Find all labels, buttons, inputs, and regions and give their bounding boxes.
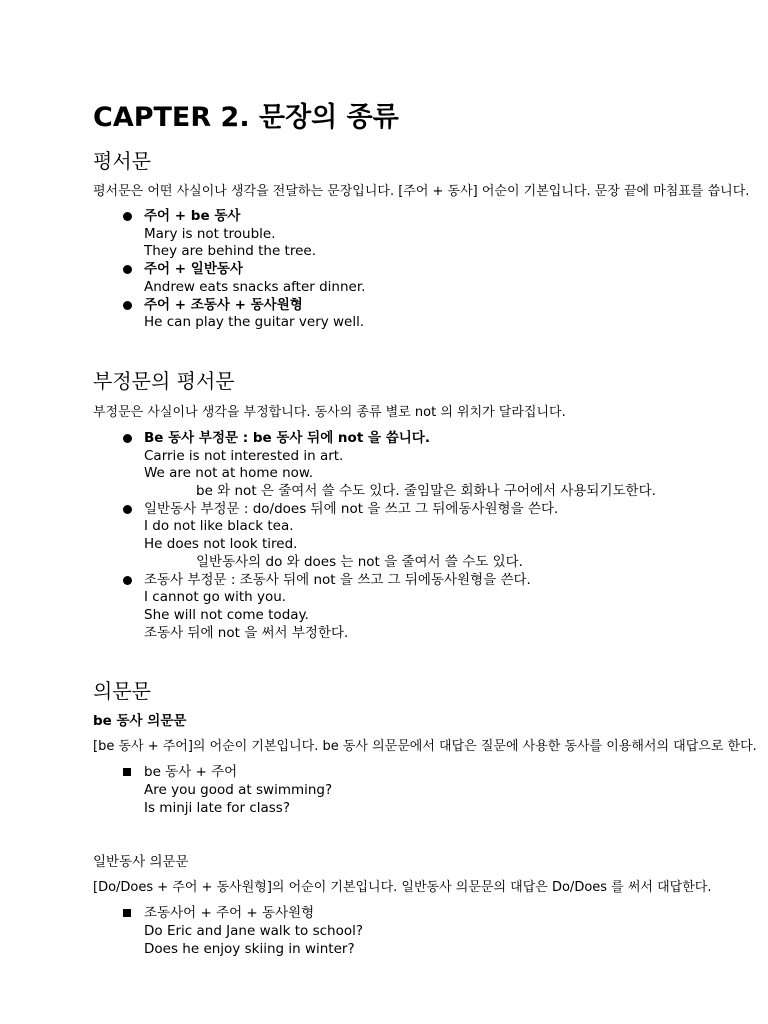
item-label: be 동사 + 주어 — [144, 764, 238, 781]
example-sentence: Mary is not trouble. — [144, 225, 276, 242]
bullet-icon — [123, 576, 132, 585]
list-item — [93, 764, 733, 817]
item-label: 일반동사 부정문 : do/does 뒤에 not 을 쓰고 그 뒤에동사원형을 쓴다. — [144, 500, 559, 517]
section-heading-negative: 부정문의 평서문 — [93, 368, 235, 393]
example-sentence: I do not like black tea. — [144, 518, 294, 535]
example-sentence: Are you good at swimming? — [144, 782, 333, 799]
example-sentence: They are behind the tree. — [144, 243, 317, 260]
example-sentence: Does he enjoy skiing in winter? — [144, 940, 355, 957]
square-bullet-icon — [123, 909, 131, 917]
square-bullet-icon — [123, 768, 131, 776]
bullet-list-negative — [93, 430, 733, 642]
bullet-icon — [123, 505, 132, 514]
square-list-general-verb-question — [93, 905, 733, 958]
bullet-icon — [123, 301, 132, 310]
list-item — [93, 430, 733, 501]
list-item — [93, 501, 733, 572]
section-paragraph-declarative: 평서문은 어떤 사실이나 생각을 전달하는 문장입니다. [주어 + 동사] 어순이 기본입니다. 문장 끝에 마침표를 씁니다. — [93, 184, 750, 199]
subheading-general-verb-question: 일반동사 의문문 — [93, 854, 189, 871]
subsection-paragraph-be-question: [be 동사 + 주어]의 어순이 기본입니다. be 동사 의문문에서 대답은 질문에 사용한 동사를 이용해서의 대답으로 한다. — [93, 739, 757, 755]
note-text: be 와 not 은 줄여서 쓸 수도 있다. 줄임말은 회화나 구어에서 사용되기도한다. — [196, 483, 656, 500]
document-title: CAPTER 2. 문장의 종류 — [93, 102, 399, 133]
document-page — [93, 100, 757, 959]
example-sentence: Carrie is not interested in art. — [144, 447, 344, 464]
list-item — [93, 905, 733, 958]
note-text: 일반동사의 do 와 does 는 not 을 줄여서 쓸 수도 있다. — [196, 553, 523, 570]
list-item — [93, 261, 733, 296]
example-sentence: Andrew eats snacks after dinner. — [144, 278, 366, 295]
example-sentence: Do Eric and Jane walk to school? — [144, 923, 364, 940]
list-item — [93, 297, 733, 332]
section-heading-interrogative: 의문문 — [93, 679, 151, 704]
example-sentence: We are not at home now. — [144, 465, 314, 482]
example-sentence: I cannot go with you. — [144, 589, 287, 606]
example-sentence: He can play the guitar very well. — [144, 314, 365, 331]
square-list-be-question — [93, 764, 733, 817]
example-sentence: He does not look tired. — [144, 536, 298, 553]
item-label: 주어 + be 동사 — [144, 208, 241, 224]
item-label: 주어 + 조동사 + 동사원형 — [144, 296, 303, 313]
list-item — [93, 572, 733, 643]
item-label: 조동사 부정문 : 조동사 뒤에 not 을 쓰고 그 뒤에동사원형을 쓴다. — [144, 571, 531, 588]
bullet-icon — [123, 212, 132, 221]
section-heading-declarative: 평서문 — [93, 149, 151, 173]
example-sentence: Is minji late for class? — [144, 799, 291, 816]
bullet-list-declarative — [93, 208, 733, 332]
subheading-be-question: be 동사 의문문 — [93, 713, 187, 730]
item-label: 주어 + 일반동사 — [144, 261, 243, 278]
item-label: 조동사어 + 주어 + 동사원형 — [144, 905, 315, 922]
bullet-icon — [123, 434, 132, 443]
example-sentence: She will not come today. — [144, 606, 309, 623]
bullet-icon — [123, 265, 132, 274]
section-paragraph-negative: 부정문은 사실이나 생각을 부정합니다. 동사의 종류 별로 not 의 위치가 달라집니다. — [93, 404, 566, 420]
subsection-paragraph-general-verb-question: [Do/Does + 주어 + 동사원형]의 어순이 기본입니다. 일반동사 의문문의 대답은 Do/Does 를 써서 대답한다. — [93, 880, 712, 896]
list-item — [93, 208, 733, 261]
item-label: Be 동사 부정문 : be 동사 뒤에 not 을 씁니다. — [144, 429, 430, 446]
example-sentence: 조동사 뒤에 not 을 써서 부정한다. — [144, 624, 349, 641]
